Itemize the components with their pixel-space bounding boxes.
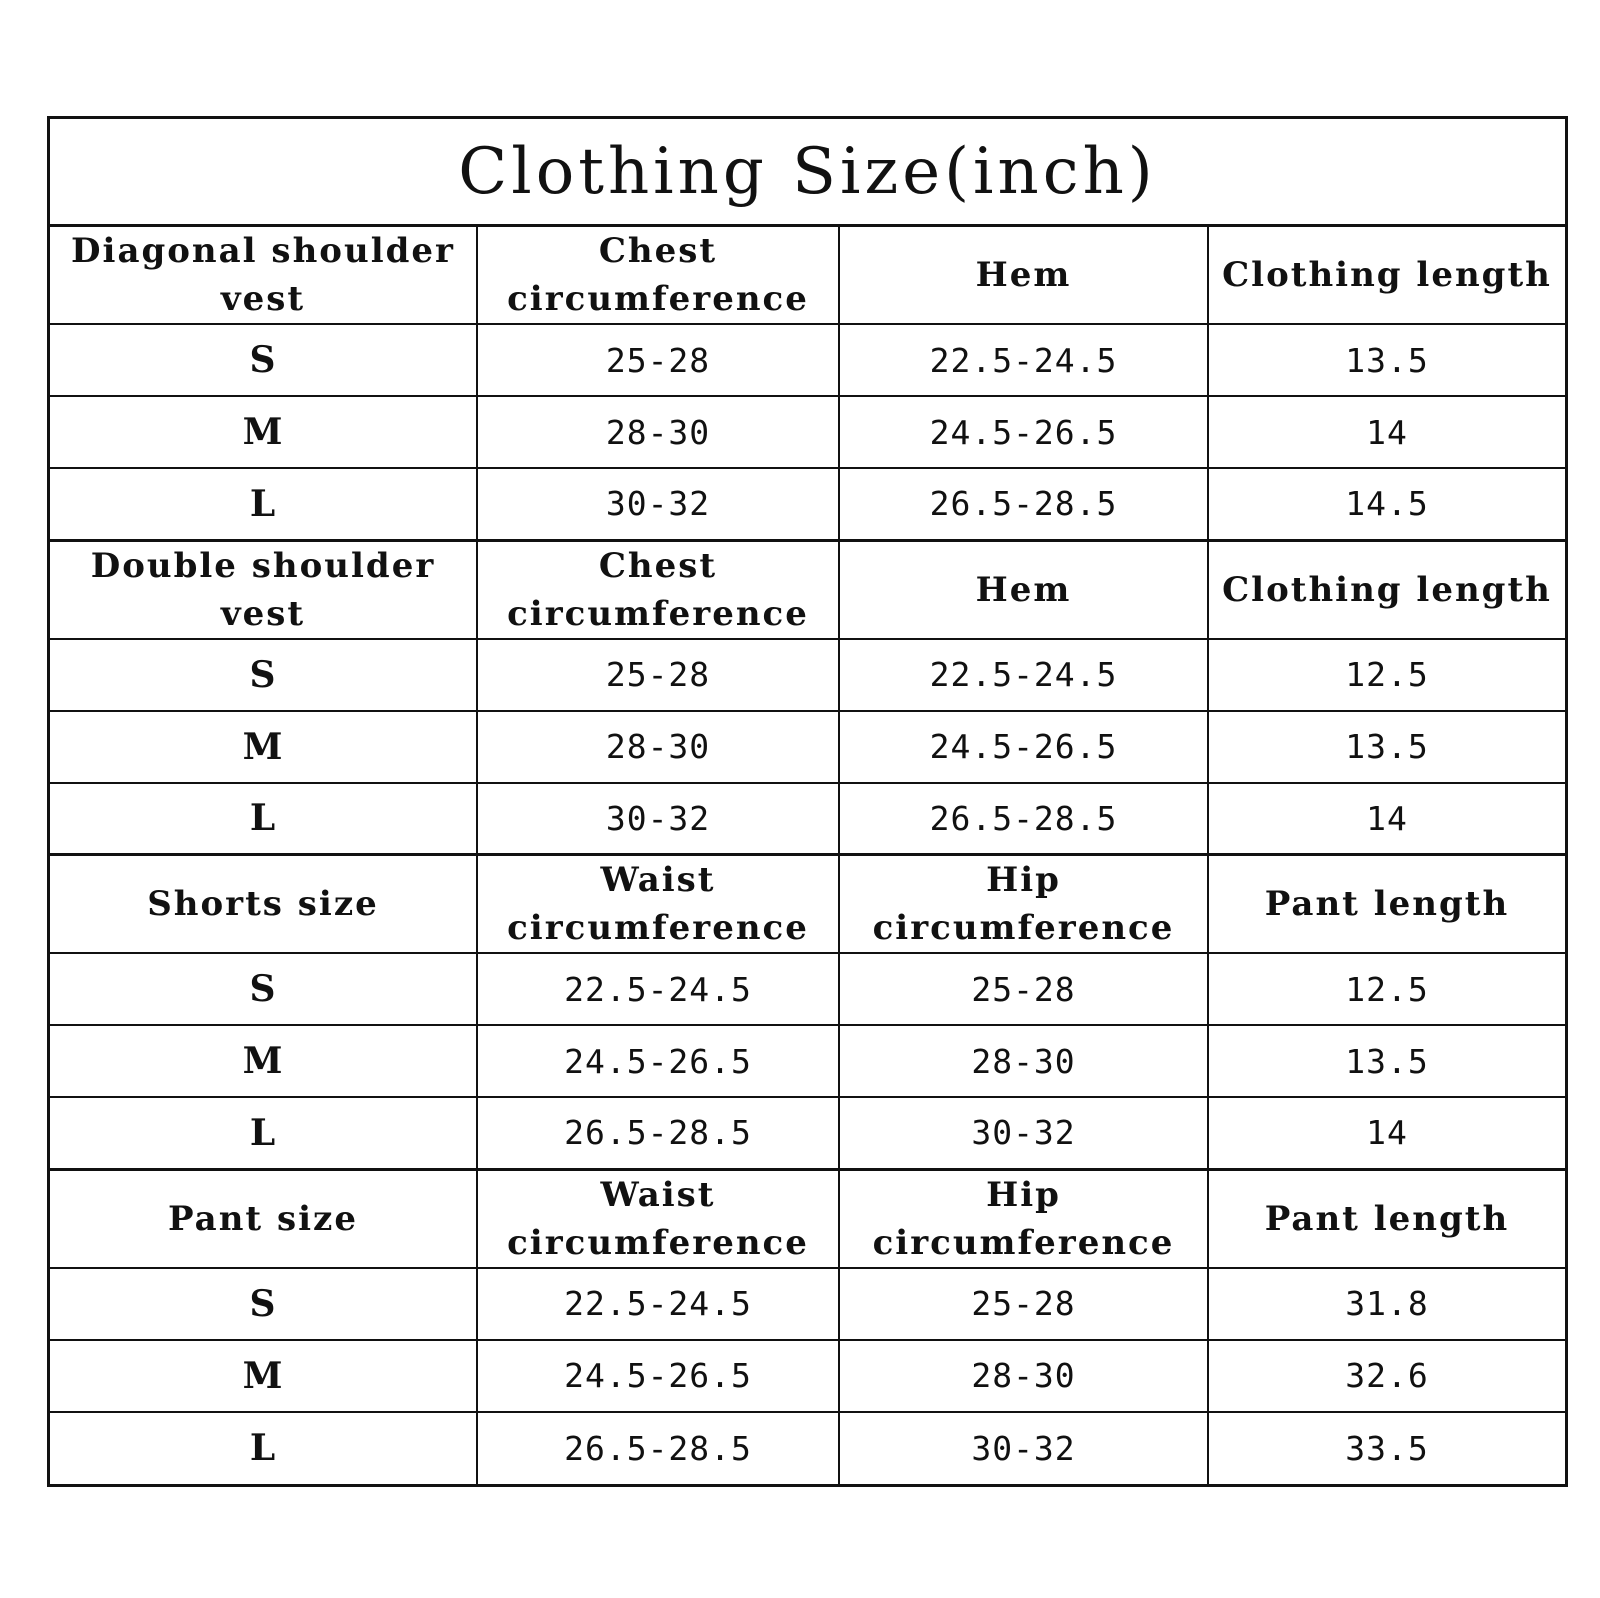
section-header-row [50,1169,1565,1268]
header-cell: Pant length [1208,855,1565,954]
value-cell: 28-30 [477,396,839,468]
value-cell: 28-30 [839,1340,1208,1412]
header-cell: Waist circumference [477,1169,839,1268]
size-label-cell: L [50,783,477,855]
value-cell: 13.5 [1208,324,1565,396]
size-label-cell: L [50,1097,477,1169]
size-label-cell: S [50,953,477,1025]
table-row [50,1268,1565,1340]
size-label-cell: L [50,1412,477,1484]
table-row [50,711,1565,783]
size-table [50,227,1565,1484]
value-cell: 30-32 [477,468,839,540]
value-cell: 12.5 [1208,639,1565,711]
value-cell: 32.6 [1208,1340,1565,1412]
size-label-cell: L [50,468,477,540]
value-cell: 28-30 [477,711,839,783]
table-row [50,1412,1565,1484]
table-row [50,639,1565,711]
size-label-cell: M [50,711,477,783]
value-cell: 26.5-28.5 [839,468,1208,540]
value-cell: 28-30 [839,1025,1208,1097]
chart-title: Clothing Size(inch) [50,119,1565,227]
header-cell: Hem [839,540,1208,639]
value-cell: 30-32 [477,783,839,855]
table-row [50,396,1565,468]
header-cell: Hip circumference [839,855,1208,954]
size-label-cell: M [50,1340,477,1412]
value-cell: 22.5-24.5 [839,639,1208,711]
value-cell: 33.5 [1208,1412,1565,1484]
value-cell: 24.5-26.5 [839,711,1208,783]
size-label-cell: S [50,639,477,711]
size-label-cell: S [50,324,477,396]
size-label-cell: M [50,1025,477,1097]
value-cell: 25-28 [839,953,1208,1025]
table-row [50,468,1565,540]
table-row [50,953,1565,1025]
table-row [50,783,1565,855]
value-cell: 26.5-28.5 [477,1097,839,1169]
header-cell: Chest circumference [477,540,839,639]
header-cell: Waist circumference [477,855,839,954]
table-row [50,1097,1565,1169]
value-cell: 30-32 [839,1097,1208,1169]
section-header-row [50,855,1565,954]
header-cell: Double shoulder vest [50,540,477,639]
header-cell: Diagonal shoulder vest [50,227,477,324]
value-cell: 26.5-28.5 [839,783,1208,855]
value-cell: 24.5-26.5 [477,1025,839,1097]
header-cell: Pant size [50,1169,477,1268]
header-cell: Clothing length [1208,227,1565,324]
table-row [50,324,1565,396]
header-cell: Pant length [1208,1169,1565,1268]
value-cell: 25-28 [477,639,839,711]
header-cell: Shorts size [50,855,477,954]
value-cell: 12.5 [1208,953,1565,1025]
section-header-row [50,540,1565,639]
value-cell: 22.5-24.5 [839,324,1208,396]
value-cell: 24.5-26.5 [477,1340,839,1412]
size-label-cell: S [50,1268,477,1340]
value-cell: 30-32 [839,1412,1208,1484]
value-cell: 22.5-24.5 [477,1268,839,1340]
value-cell: 14.5 [1208,468,1565,540]
value-cell: 24.5-26.5 [839,396,1208,468]
value-cell: 31.8 [1208,1268,1565,1340]
table-row [50,1340,1565,1412]
header-cell: Clothing length [1208,540,1565,639]
size-label-cell: M [50,396,477,468]
value-cell: 25-28 [839,1268,1208,1340]
table-row [50,1025,1565,1097]
value-cell: 25-28 [477,324,839,396]
value-cell: 14 [1208,1097,1565,1169]
size-chart [47,116,1568,1487]
value-cell: 13.5 [1208,711,1565,783]
header-cell: Chest circumference [477,227,839,324]
section-header-row [50,227,1565,324]
header-cell: Hem [839,227,1208,324]
value-cell: 26.5-28.5 [477,1412,839,1484]
value-cell: 22.5-24.5 [477,953,839,1025]
value-cell: 13.5 [1208,1025,1565,1097]
header-cell: Hip circumference [839,1169,1208,1268]
value-cell: 14 [1208,396,1565,468]
value-cell: 14 [1208,783,1565,855]
